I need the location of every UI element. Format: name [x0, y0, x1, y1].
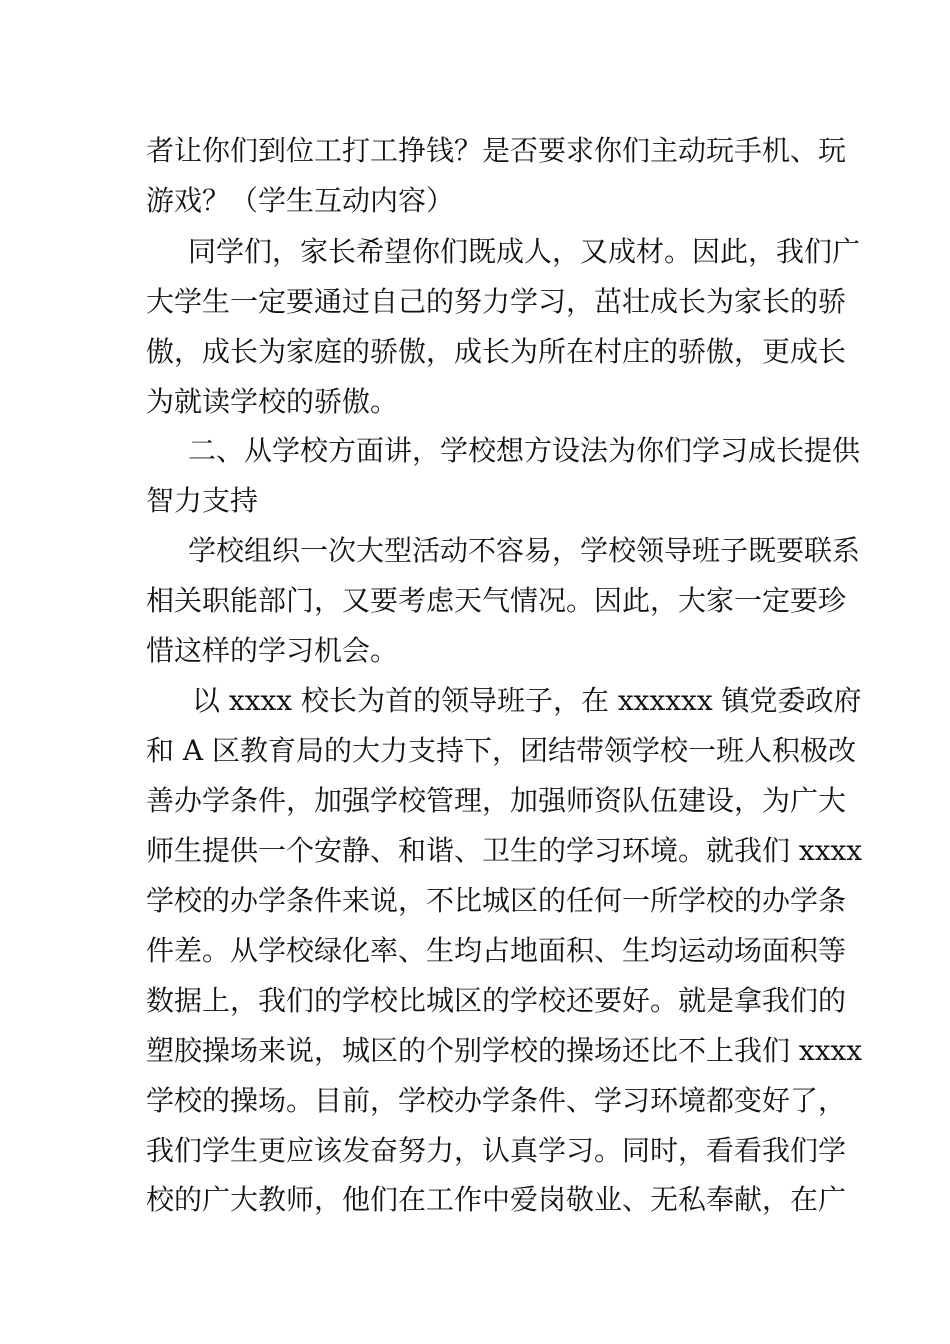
- section-heading: 二、从学校方面讲，学校想方设法为你们学习成长提供: [188, 434, 861, 467]
- paragraph-first-line: 学校组织一次大型活动不容易，学校领导班子既要联系: [188, 534, 861, 567]
- text-line: 为就读学校的骄傲。: [146, 385, 399, 418]
- paragraph-first-line: 以 xxxx 校长为首的领导班子，在 xxxxxx 镇党委政府: [192, 684, 862, 717]
- paragraph-first-line: 同学们，家长希望你们既成人，又成材。因此，我们广: [188, 235, 861, 268]
- text-line: 件差。从学校绿化率、生均占地面积、生均运动场面积等: [146, 934, 847, 967]
- text-line: 大学生一定要通过自己的努力学习，茁壮成长为家长的骄: [146, 285, 847, 318]
- text-line: 相关职能部门，又要考虑天气情况。因此，大家一定要珍: [146, 584, 847, 617]
- text-line: 学校的办学条件来说，不比城区的任何一所学校的办学条: [146, 884, 847, 917]
- text-line: 和 A 区教育局的大力支持下，团结带领学校一班人积极改: [146, 734, 857, 767]
- text-line: 塑胶操场来说，城区的个别学校的操场还比不上我们 xxxx: [146, 1034, 863, 1067]
- text-line: 傲，成长为家庭的骄傲，成长为所在村庄的骄傲，更成长: [146, 335, 847, 368]
- text-line: 者让你们到位工打工挣钱？是否要求你们主动玩手机、玩: [146, 134, 847, 167]
- text-line: 游戏？（学生互动内容）: [146, 184, 455, 217]
- text-line: 学校的操场。目前，学校办学条件、学习环境都变好了，: [146, 1084, 847, 1117]
- text-line: 惜这样的学习机会。: [146, 634, 399, 667]
- text-line: 数据上，我们的学校比城区的学校还要好。就是拿我们的: [146, 984, 847, 1017]
- section-heading-continuation: 智力支持: [146, 484, 259, 517]
- text-line: 师生提供一个安静、和谐、卫生的学习环境。就我们 xxxx: [146, 834, 863, 867]
- text-line: 善办学条件，加强学校管理，加强师资队伍建设，为广大: [146, 784, 847, 817]
- text-line: 校的广大教师，他们在工作中爱岗敬业、无私奉献，在广: [146, 1183, 847, 1216]
- text-line: 我们学生更应该发奋努力，认真学习。同时，看看我们学: [146, 1134, 847, 1167]
